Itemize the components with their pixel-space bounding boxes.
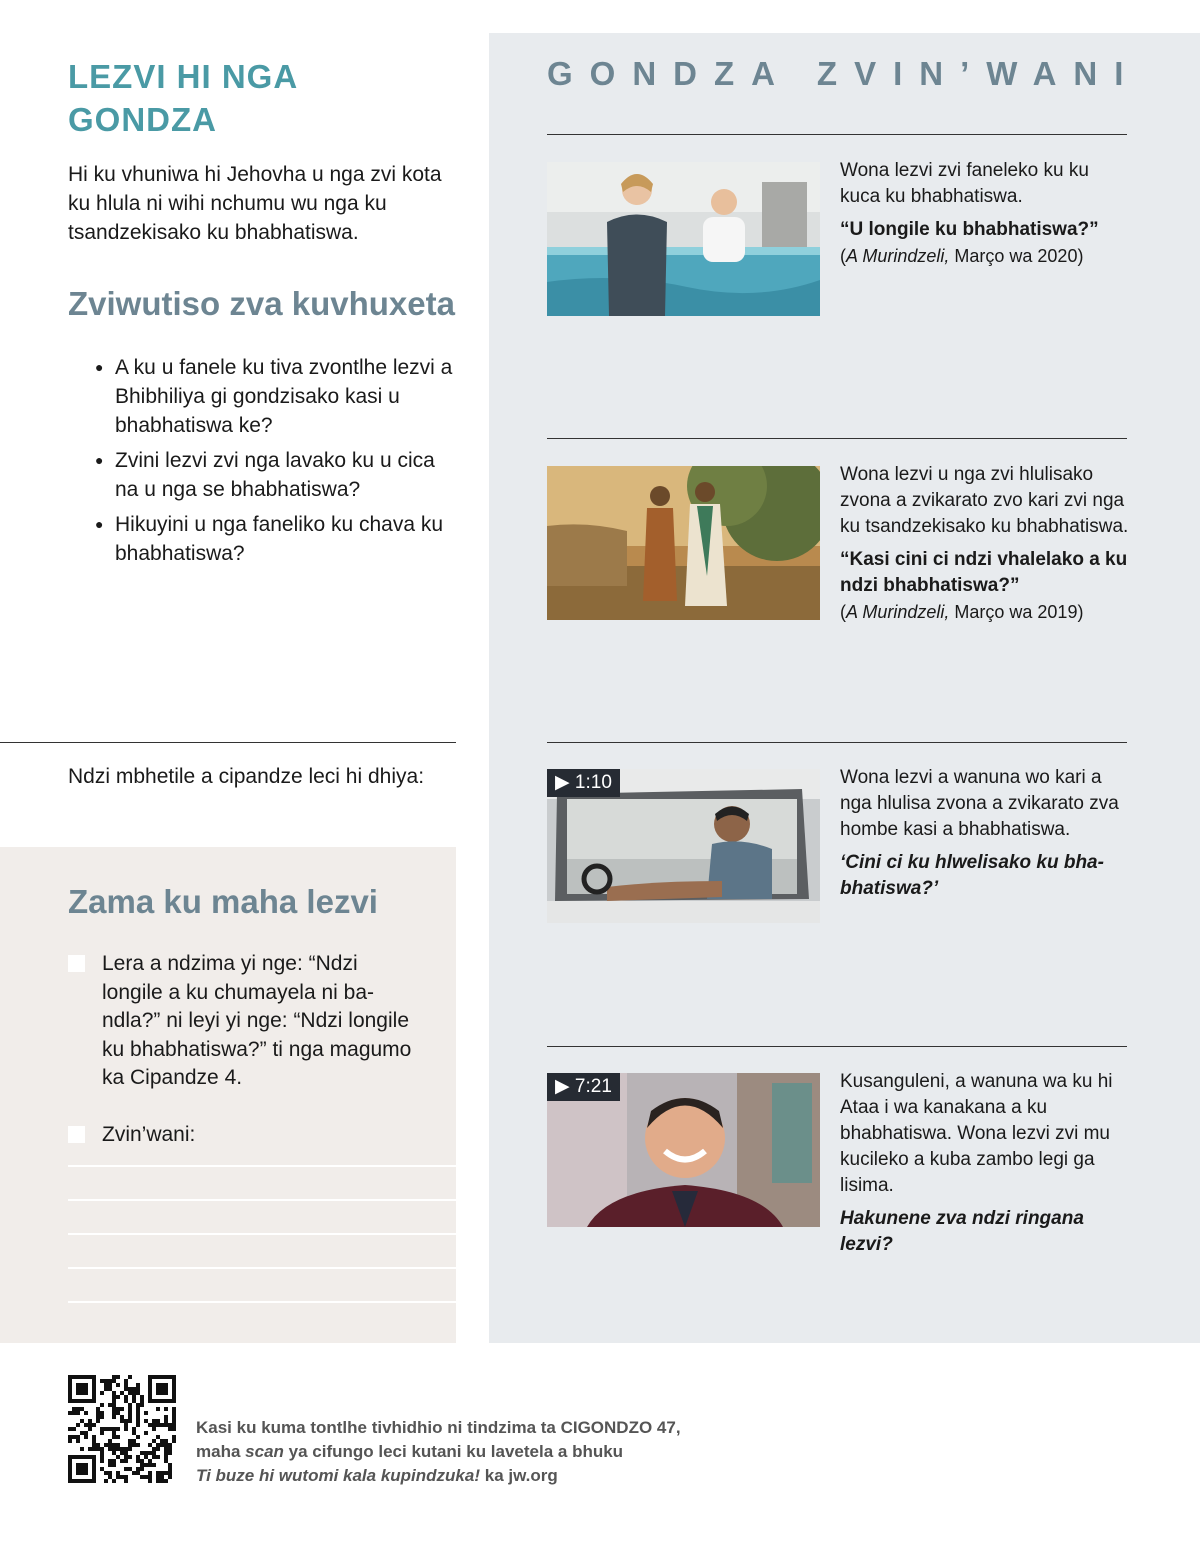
- video-title-link[interactable]: ‘Cini ci ku hlwelisako ku bhabhatiswa?’: [840, 852, 1104, 899]
- play-icon: ▶: [555, 772, 570, 793]
- checkbox[interactable]: [68, 1126, 85, 1143]
- video-duration-badge: [547, 769, 620, 797]
- article-source: (A Murindzeli, Março wa 2020): [840, 246, 1084, 266]
- article-source: (A Murindzeli, Março wa 2019): [840, 602, 1084, 622]
- task-item: [68, 1121, 418, 1150]
- video-duration: 7:21: [574, 1076, 612, 1097]
- review-question: ● A ku u fanele ku tiva zvontlhe lezvi a Bhibhiliya gi gondzisako kasi u bhabhatiswa ke?: [95, 353, 455, 440]
- divider: [0, 742, 456, 743]
- completed-date-label: Ndzi mbhetile a cipandze leci hi dhiya:: [68, 765, 425, 788]
- footer-line2-b: ya cifungo leci kutani ku lavetela a bhuku: [288, 1442, 624, 1461]
- summary-heading-line1: LEZVI HI NGA: [68, 58, 299, 95]
- footer-line3-b: ka jw.org: [484, 1466, 558, 1485]
- writing-line[interactable]: [68, 1233, 456, 1235]
- research-item-text: [840, 1069, 1130, 1258]
- video-duration-badge: [547, 1073, 620, 1101]
- video-thumbnail[interactable]: [547, 1073, 820, 1227]
- publication-name: A Murindzeli,: [846, 602, 950, 622]
- writing-line[interactable]: [68, 1199, 456, 1201]
- play-icon: ▶: [555, 1076, 570, 1097]
- try-this-heading: Zama ku maha lezvi: [68, 883, 378, 920]
- video-duration: 1:10: [574, 772, 612, 793]
- video-title-link[interactable]: Hakunene zva ndzi ringana lezvi?: [840, 1208, 1084, 1255]
- divider: [547, 134, 1127, 135]
- review-question: ● Hikuyini u nga faneliko ku chava ku bhabhatiswa?: [95, 510, 455, 568]
- footer-line2-a: maha: [196, 1442, 241, 1461]
- task-item: [68, 950, 418, 1093]
- research-item-text: [840, 158, 1130, 270]
- footer-line1: Kasi ku kuma tontlhe tivhidhio ni tindzima ta CIGONDZO 47,: [196, 1418, 681, 1437]
- research-item-text: [840, 765, 1130, 902]
- summary-text: Hi ku vhuniwa hi Jehovha u nga zvi kota ku hlula ni wihi nchumu wu nga ku tsandzekisako ku bhabhatiswa.: [68, 163, 442, 244]
- divider: [547, 1046, 1127, 1047]
- qr-code-icon[interactable]: [68, 1375, 176, 1483]
- publication-name: A Murindzeli,: [846, 246, 950, 266]
- research-heading: GONDZA ZVIN’WANI: [547, 55, 1141, 92]
- research-item-description: Wona lezvi u nga zvi hlulisako zvona a zvikarato zvo kari zvi nga ku tsandzekisako ku bhabhatiswa.: [840, 464, 1129, 537]
- task-text: Zvin’wani:: [102, 1123, 196, 1146]
- article-link[interactable]: “Kasi cini ci ndzi vhalelako a ku ndzi bhabhatiswa?”: [840, 549, 1128, 596]
- publication-date: Março wa 2020: [954, 246, 1078, 266]
- article-link[interactable]: “U longile ku bhabhatiswa?”: [840, 219, 1099, 240]
- checkbox[interactable]: [68, 955, 85, 972]
- footer-note: [196, 1416, 681, 1488]
- review-question: ● Zvini lezvi zvi nga lavako ku u cica na u nga se bhabhatiswa?: [95, 446, 455, 504]
- summary-heading: [68, 55, 448, 141]
- video-thumbnail[interactable]: [547, 769, 820, 923]
- summary-heading-line2: GONDZA: [68, 101, 217, 138]
- review-heading: Zviwutiso zva kuvhuxeta: [68, 285, 455, 322]
- publication-date: Março wa 2019: [954, 602, 1078, 622]
- research-item-text: [840, 462, 1130, 626]
- footer-line2-scan: scan: [245, 1442, 284, 1461]
- bible-scene-image[interactable]: [547, 466, 820, 620]
- research-item-description: Kusanguleni, a wanuna wa ku hi Ataa i wa kanakana a ku bhabhatiswa. Wona lezvi zvi mu kucileko a kuba zambo legi ga lisima.: [840, 1071, 1113, 1196]
- writing-line[interactable]: [68, 1267, 456, 1269]
- writing-line[interactable]: [68, 1165, 456, 1167]
- research-item-description: Wona lezvi a wanuna wo kari a nga hlulisa zvona a zvikarato zva hombe kasi a bhabhatiswa.: [840, 767, 1119, 840]
- book-title: Ti buze hi wutomi kala kupindzuka!: [196, 1466, 480, 1485]
- divider: [547, 438, 1127, 439]
- baptism-pool-image[interactable]: [547, 162, 820, 316]
- divider: [547, 742, 1127, 743]
- review-questions: [95, 353, 455, 574]
- research-item-description: Wona lezvi zvi faneleko ku ku kuca ku bhabhatiswa.: [840, 160, 1089, 207]
- task-text: Lera a ndzima yi nge: “Ndzi longile a ku chumayela ni bandla?” ni leyi yi nge: “Ndzi longile ku bhabhatiswa?” ti nga magumo ka Cipandze 4.: [102, 952, 412, 1089]
- writing-line[interactable]: [68, 1301, 456, 1303]
